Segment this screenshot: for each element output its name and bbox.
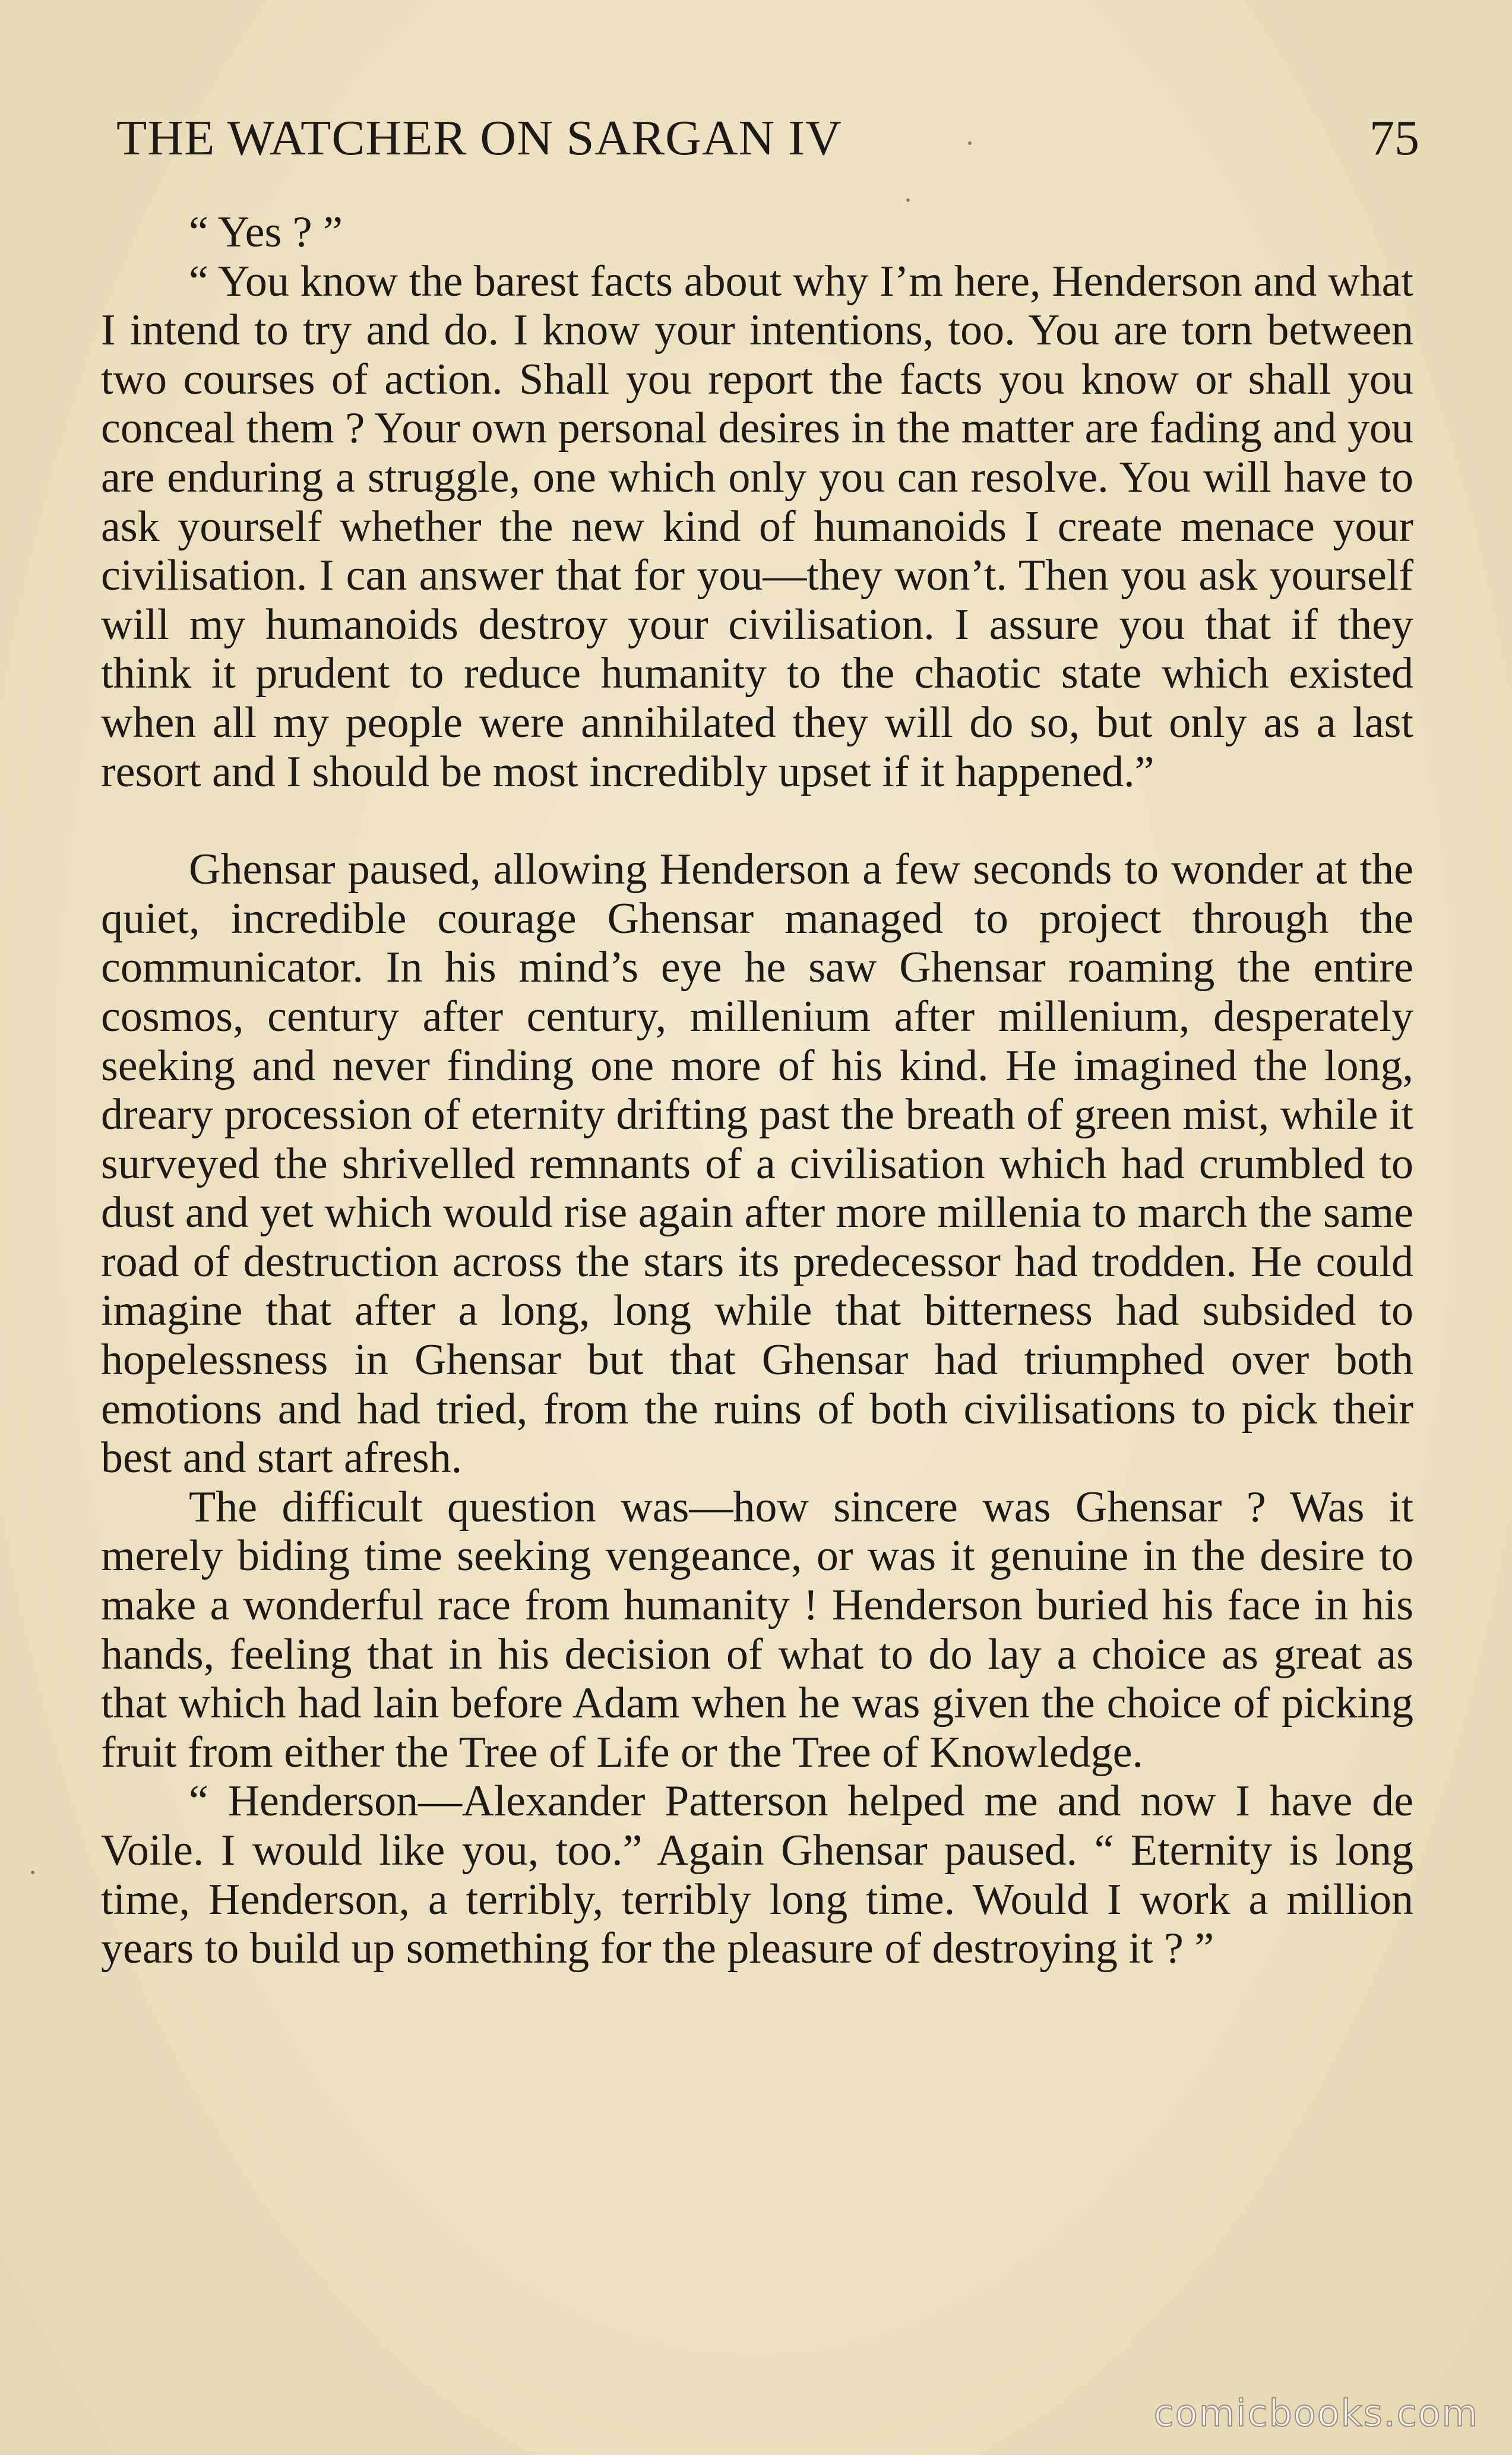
running-head — [116, 106, 1419, 171]
paper-speck — [968, 141, 972, 145]
watermark-logo: comicbooks.com — [1153, 2391, 1479, 2435]
paragraph-yes: “ Yes ? ” — [189, 208, 343, 257]
page-number: 75 — [1369, 110, 1419, 166]
paragraph-difficult-question: The difficult question was—how sincere was Ghensar ? Was it merely biding time seeking vengeance, or was it genuine in the desire to make a wonderful race from humanity ! Henderson buried his face in his hands, feeling that in his decision of what to do lay a choice as great as that which had lain before Adam when he was given the choice of picking fruit from either the Tree of Life or the Tree of Knowledge. — [101, 1482, 1413, 1777]
paper-speck — [906, 198, 910, 202]
paper-speck — [31, 1871, 34, 1874]
body-text — [101, 208, 1413, 1973]
paragraph-henderson-patterson: “ Henderson—Alexander Patterson helped me and now I have de Voile. I would like you, too.” Again Ghensar paused. “ Eternity is long time, Henderson, a terribly, terribly long time. Would I work a million years to build up something for the pleasure of destroying it ? ” — [101, 1777, 1413, 1973]
paragraph-ghensar-paused: Ghensar paused, allowing Henderson a few seconds to wonder at the quiet, incredible courage Ghensar managed to project through the communicator. In his mind’s eye he saw Ghensar roaming the entire cosmos, century after century, millenium after millenium, desperately seeking and never finding one more of his kind. He imagined the long, dreary procession of eternity drifting past the breath of green mist, while it surveyed the shrivelled remnants of a civilisation which had crumbled to dust and yet which would rise again after more millenia to march the same road of destruction across the stars its predecessor had trodden. He could imagine that after a long, long while that bitterness had subsided to hopelessness in Ghensar but that Ghensar had triumphed over both emotions and had tried, from the ruins of both civilisations to pick their best and start afresh. — [101, 845, 1413, 1483]
paragraph-ghensar-speech: “ You know the barest facts about why I’m here, Henderson and what I intend to try and do. I know your intentions, too. You are torn between two courses of action. Shall you report the facts you know or shall you conceal them ? Your own personal desires in the matter are fading and you are enduring a struggle, one which only you can resolve. You will have to ask yourself whether the new kind of humanoids I create menace your civilisation. I can answer that for you—they won’t. Then you ask yourself will my humanoids destroy your civilisation. I assure you that if they think it prudent to reduce humanity to the chaotic state which existed when all my people were annihilated they will do so, but only as a last resort and I should be most incredibly upset if it happened.” — [101, 257, 1413, 796]
running-title: THE WATCHER ON SARGAN IV — [116, 110, 842, 166]
